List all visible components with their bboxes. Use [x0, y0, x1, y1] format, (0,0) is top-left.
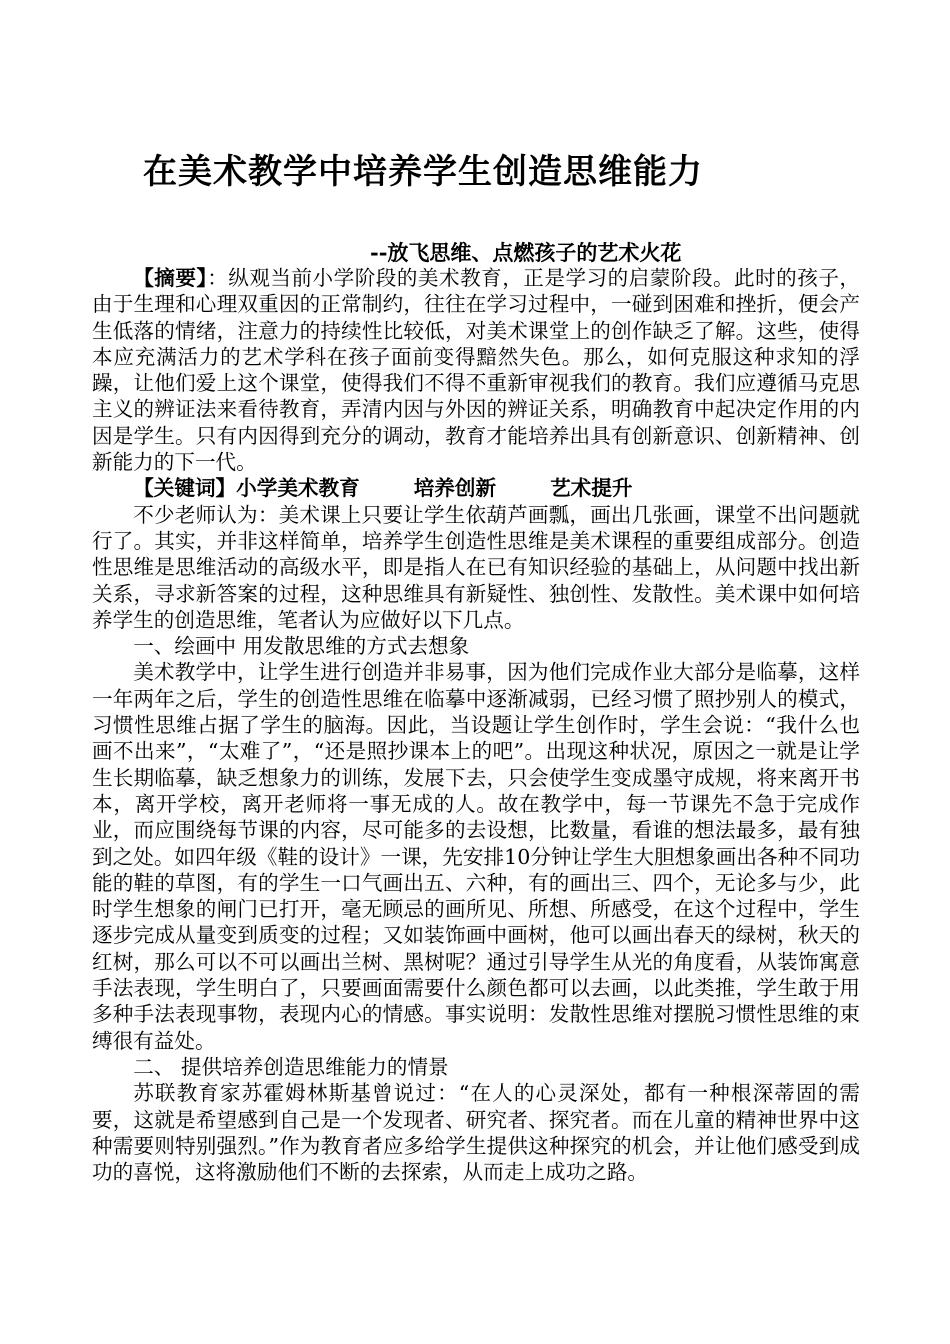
keyword-3: 艺术提升: [550, 476, 633, 501]
section-1-heading: 一、绘画中 用发散思维的方式去想象: [133, 634, 470, 659]
keywords-label: 【关键词】: [133, 476, 237, 501]
page-subtitle: --放飞思维、点燃孩子的艺术火花: [370, 240, 682, 265]
page-title: 在美术教学中培养学生创造思维能力: [143, 152, 703, 192]
abstract-paragraph: [92, 265, 860, 475]
keywords-line: [92, 475, 860, 501]
keyword-2: 培养创新: [413, 476, 497, 501]
section-2-heading: 二、 提供培养创造思维能力的情景: [133, 1054, 449, 1079]
abstract-text: ：纵观当前小学阶段的美术教育，正是学习的启蒙阶段。此时的孩子，由于生理和心理双重因的正常制约，往往在学习过程中，一碰到困难和挫折，便会产生低落的情绪，注意力的持续性比较低，对美术课堂上的创作缺乏了解。这些，使得本应充满活力的艺术学科在孩子面前变得黯然失色。那么，如何克服这种求知的浮躁，让他们爱上这个课堂，使得我们不得不重新审视我们的教育。我们应遵循马克思主义的辨证法来看待教育，弄清内因与外因的辨证关系，明确教育中起决定作用的内因是学生。只有内因得到充分的调动，教育才能培养出具有创新意识、创新精神、创新能力的下一代。: [92, 266, 860, 475]
section-2-paragraph: 苏联教育家苏霍姆林斯基曾说过：“在人的心灵深处，都有一种根深蒂固的需要，这就是希望感到自己是一个发现者、研究者、探究者。而在儿童的精神世界中这种需要则特别强烈。”作为教育者应多给学生提供这种探究的机会，并让他们感受到成功的喜悦，这将激励他们不断的去探索，从而走上成功之路。: [92, 1081, 860, 1185]
keyword-1: 小学美术教育: [236, 476, 360, 501]
section-1-paragraph: 美术教学中，让学生进行创造并非易事，因为他们完成作业大部分是临摹，这样一年两年之后，学生的创造性思维在临摹中逐渐减弱，已经习惯了照抄别人的模式，习惯性思维占据了学生的脑海。因此，当设题让学生创作时，学生会说：“我什么也画不出来”，“太难了”，“还是照抄课本上的吧”。出现这种状况，原因之一就是让学生长期临摹，缺乏想象力的训练，发展下去，只会使学生变成墨守成规，将来离开书本，离开学校，离开老师将一事无成的人。故在教学中，每一节课先不急于完成作业，而应围绕每节课的内容，尽可能多的去设想，比数量，看谁的想法最多，最有独到之处。如四年级《鞋的设计》一课，先安排10分钟让学生大胆想象画出各种不同功能的鞋的草图，有的学生一口气画出五、六种，有的画出三、四个，无论多与少，此时学生想象的闸门已打开，毫无顾忌的画所见、所想、所感受，在这个过程中，学生逐步完成从量变到质变的过程；又如装饰画中画树，他可以画出春天的绿树，秋天的红树，那么可以不可以画出兰树、黑树呢？通过引导学生从光的角度看，从装饰寓意手法表现，学生明白了，只要画面需要什么颜色都可以去画，以此类推，学生敢于用多种手法表现事物，表现内心的情感。事实说明：发散性思维对摆脱习惯性思维的束缚很有益处。: [92, 660, 860, 1053]
document-body: [92, 265, 860, 1185]
intro-paragraph: 不少老师认为：美术课上只要让学生依葫芦画瓢，画出几张画，课堂不出问题就行了。其实，并非这样简单，培养学生创造性思维是美术课程的重要组成部分。创造性思维是思维活动的高级水平，即是指人在已有知识经验的基础上，从问题中找出新关系，寻求新答案的过程，这种思维具有新疑性、独创性、发散性。美术课中如何培养学生的创造思维，笔者认为应做好以下几点。: [92, 502, 860, 632]
abstract-label: 【摘要】: [133, 266, 208, 290]
